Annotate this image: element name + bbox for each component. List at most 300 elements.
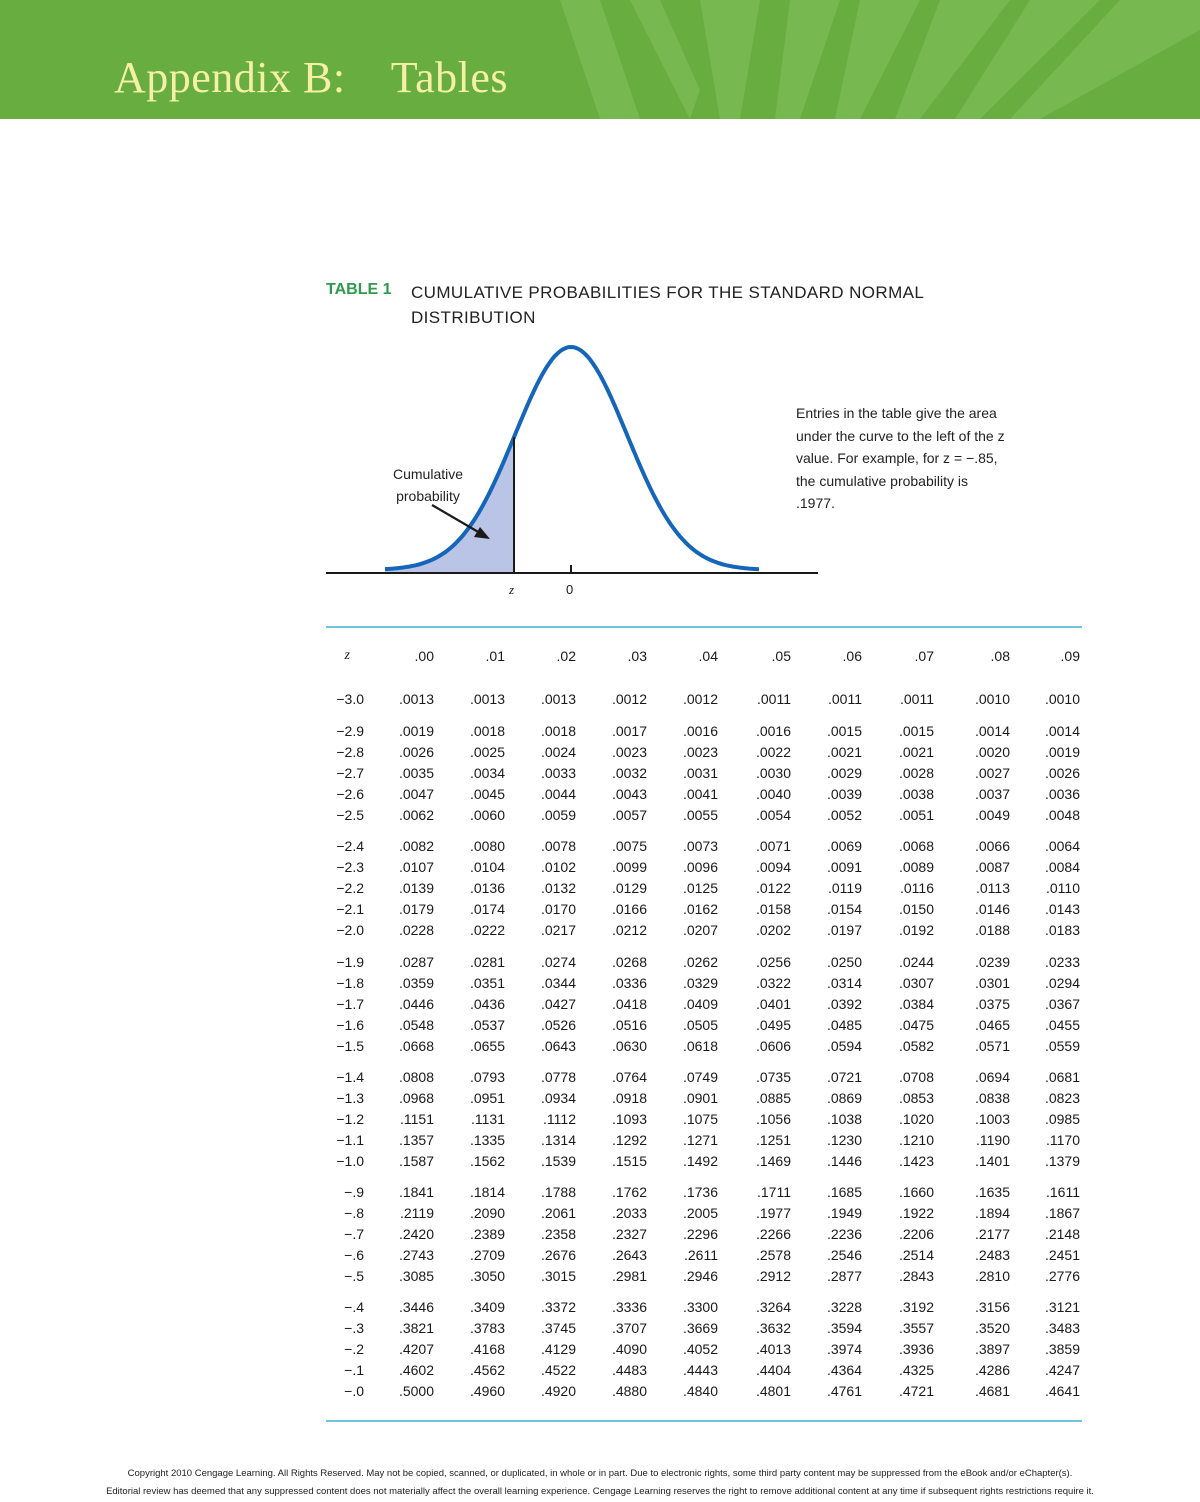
probability-cell: .0030 [755,765,791,781]
probability-cell: .1492 [682,1153,718,1169]
z-value: −2.0 [336,922,364,938]
z-value: −.4 [344,1299,364,1315]
probability-cell: .0314 [826,975,862,991]
probability-cell: .0838 [974,1090,1010,1106]
probability-cell: .0375 [974,996,1010,1012]
probability-cell: .0136 [469,880,505,896]
z-value: −.2 [344,1341,364,1357]
z-value: −1.2 [336,1111,364,1127]
probability-cell: .0087 [974,859,1010,875]
column-header: .07 [914,648,934,664]
probability-cell: .0455 [1044,1017,1080,1033]
z-value: −2.9 [336,723,364,739]
probability-cell: .3121 [1044,1299,1080,1315]
probability-cell: .0014 [1044,723,1080,739]
z-value: −2.5 [336,807,364,823]
probability-cell: .0256 [755,954,791,970]
probability-cell: .0027 [974,765,1010,781]
probability-cell: .3085 [398,1268,434,1284]
z-value: −1.7 [336,996,364,1012]
probability-cell: .0158 [755,901,791,917]
probability-cell: .0336 [611,975,647,991]
table-title: CUMULATIVE PROBABILITIES FOR THE STANDARD NORMAL DISTRIBUTION [411,283,924,327]
probability-cell: .0132 [540,880,576,896]
probability-cell: .0107 [398,859,434,875]
probability-cell: .0244 [898,954,934,970]
probability-cell: .0427 [540,996,576,1012]
z-value: −2.3 [336,859,364,875]
probability-cell: .0968 [398,1090,434,1106]
probability-cell: .2810 [974,1268,1010,1284]
probability-cell: .1867 [1044,1205,1080,1221]
probability-cell: .4761 [826,1383,862,1399]
probability-cell: .2389 [469,1226,505,1242]
z-value: −3.0 [336,691,364,707]
probability-cell: .2061 [540,1205,576,1221]
probability-cell: .0233 [1044,954,1080,970]
probability-cell: .2206 [898,1226,934,1242]
probability-cell: .2709 [469,1247,505,1263]
probability-cell: .1357 [398,1132,434,1148]
probability-cell: .0359 [398,975,434,991]
probability-cell: .2611 [684,1247,718,1263]
z-value: −1.5 [336,1038,364,1054]
probability-cell: .4840 [682,1383,718,1399]
z-value: −1.1 [336,1132,364,1148]
probability-cell: .0446 [398,996,434,1012]
probability-cell: .1292 [611,1132,647,1148]
probability-cell: .4801 [755,1383,791,1399]
probability-cell: .0020 [974,744,1010,760]
probability-cell: .2643 [611,1247,647,1263]
probability-cell: .0037 [974,786,1010,802]
probability-cell: .0901 [682,1090,718,1106]
table-row [0,1017,1200,1035]
probability-cell: .0055 [682,807,718,823]
probability-cell: .0078 [540,838,576,854]
column-header: .08 [990,648,1010,664]
probability-cell: .0125 [682,880,718,896]
probability-cell: .0934 [540,1090,576,1106]
table-row [0,1132,1200,1150]
probability-cell: .0793 [469,1069,505,1085]
probability-cell: .1762 [611,1184,647,1200]
probability-cell: .0016 [682,723,718,739]
zero-axis-label: 0 [566,582,574,597]
z-value: −2.4 [336,838,364,854]
column-header: .06 [842,648,862,664]
probability-cell: .3669 [682,1320,718,1336]
probability-cell: .0217 [540,922,576,938]
probability-cell: .0239 [974,954,1010,970]
probability-cell: .0548 [398,1017,434,1033]
z-value: −2.7 [336,765,364,781]
probability-cell: .2033 [611,1205,647,1221]
probability-cell: .0202 [755,922,791,938]
probability-cell: .0033 [540,765,576,781]
probability-cell: .4325 [898,1362,934,1378]
table-row [0,723,1200,741]
table-row [0,1153,1200,1171]
probability-cell: .1056 [755,1111,791,1127]
probability-cell: .1271 [682,1132,718,1148]
probability-cell: .0026 [1044,765,1080,781]
z-value: −.5 [344,1268,364,1284]
z-value: −.6 [344,1247,364,1263]
probability-cell: .0012 [682,691,718,707]
probability-cell: .3557 [898,1320,934,1336]
probability-cell: .0011 [828,691,862,707]
table-row [0,1383,1200,1401]
probability-cell: .0029 [826,765,862,781]
probability-cell: .0146 [974,901,1010,917]
probability-cell: .0011 [757,691,791,707]
appendix-banner [0,0,1200,119]
probability-cell: .0018 [540,723,576,739]
column-header: .01 [485,648,505,664]
probability-cell: .0329 [682,975,718,991]
probability-cell: .2451 [1044,1247,1080,1263]
probability-cell: .0028 [898,765,934,781]
probability-cell: .1020 [898,1111,934,1127]
z-value: −1.0 [336,1153,364,1169]
probability-cell: .0212 [611,922,647,938]
probability-cell: .1469 [755,1153,791,1169]
z-value: −2.8 [336,744,364,760]
z-value: −1.9 [336,954,364,970]
probability-cell: .0582 [898,1038,934,1054]
column-header: .02 [556,648,576,664]
table-row [0,922,1200,940]
probability-cell: .2514 [898,1247,934,1263]
probability-cell: .0032 [611,765,647,781]
probability-cell: .1562 [469,1153,505,1169]
probability-cell: .0048 [1044,807,1080,823]
probability-cell: .0594 [826,1038,862,1054]
probability-cell: .0162 [682,901,718,917]
table-row [0,859,1200,877]
table-row [0,691,1200,709]
probability-cell: .0526 [540,1017,576,1033]
probability-cell: .0465 [974,1017,1010,1033]
probability-cell: .4920 [540,1383,576,1399]
probability-cell: .0485 [826,1017,862,1033]
table-row [0,1038,1200,1056]
probability-cell: .0034 [469,765,505,781]
z-value: −.0 [344,1383,364,1399]
probability-cell: .2843 [898,1268,934,1284]
probability-cell: .0040 [755,786,791,802]
probability-cell: .1635 [974,1184,1010,1200]
table-row [0,975,1200,993]
probability-cell: .0031 [682,765,718,781]
probability-cell: .4602 [398,1362,434,1378]
probability-cell: .0268 [611,954,647,970]
table-row [0,1205,1200,1223]
probability-cell: .1711 [757,1184,791,1200]
probability-cell: .2578 [755,1247,791,1263]
probability-cell: .0694 [974,1069,1010,1085]
probability-cell: .0392 [826,996,862,1012]
table-row [0,901,1200,919]
probability-cell: .2177 [974,1226,1010,1242]
probability-cell: .3745 [540,1320,576,1336]
probability-cell: .0749 [682,1069,718,1085]
probability-cell: .0057 [611,807,647,823]
z-value: −2.6 [336,786,364,802]
z-value: −.8 [344,1205,364,1221]
probability-cell: .0721 [826,1069,862,1085]
table-row [0,744,1200,762]
probability-cell: .0043 [611,786,647,802]
probability-cell: .0307 [898,975,934,991]
probability-cell: .0322 [755,975,791,991]
table-row [0,1090,1200,1108]
probability-cell: .0192 [898,922,934,938]
probability-cell: .0019 [1044,744,1080,760]
probability-cell: .2981 [611,1268,647,1284]
probability-cell: .0049 [974,807,1010,823]
probability-cell: .0143 [1044,901,1080,917]
probability-cell: .2420 [398,1226,434,1242]
probability-cell: .0069 [826,838,862,854]
z-value: −1.3 [336,1090,364,1106]
probability-cell: .0016 [755,723,791,739]
probability-cell: .0823 [1044,1090,1080,1106]
probability-cell: .2005 [682,1205,718,1221]
probability-cell: .2743 [398,1247,434,1263]
probability-cell: .3821 [398,1320,434,1336]
column-header-z: z [344,648,350,663]
probability-cell: .2266 [755,1226,791,1242]
probability-cell: .0154 [826,901,862,917]
probability-cell: .4522 [540,1362,576,1378]
probability-cell: .0102 [540,859,576,875]
probability-cell: .1401 [974,1153,1010,1169]
column-header: .04 [698,648,718,664]
table-row [0,1341,1200,1359]
probability-cell: .0010 [1044,691,1080,707]
probability-cell: .0207 [682,922,718,938]
probability-cell: .0655 [469,1038,505,1054]
probability-cell: .4721 [898,1383,934,1399]
probability-cell: .1949 [826,1205,862,1221]
probability-cell: .4641 [1044,1383,1080,1399]
probability-cell: .3372 [540,1299,576,1315]
probability-cell: .0113 [976,880,1010,896]
probability-cell: .3594 [826,1320,862,1336]
probability-cell: .0012 [611,691,647,707]
probability-cell: .0668 [398,1038,434,1054]
probability-cell: .0197 [826,922,862,938]
probability-cell: .0384 [898,996,934,1012]
probability-cell: .0014 [974,723,1010,739]
probability-cell: .0054 [755,807,791,823]
probability-cell: .2358 [540,1226,576,1242]
probability-cell: .0062 [398,807,434,823]
probability-cell: .0418 [611,996,647,1012]
probability-cell: .0294 [1044,975,1080,991]
probability-cell: .0401 [755,996,791,1012]
probability-cell: .0022 [755,744,791,760]
probability-cell: .1131 [471,1111,505,1127]
probability-cell: .1075 [682,1111,718,1127]
probability-cell: .0516 [611,1017,647,1033]
probability-cell: .4013 [755,1341,791,1357]
probability-cell: .1539 [540,1153,576,1169]
probability-cell: .0091 [826,859,862,875]
probability-cell: .3859 [1044,1341,1080,1357]
probability-cell: .3446 [398,1299,434,1315]
probability-cell: .3632 [755,1320,791,1336]
probability-cell: .0026 [398,744,434,760]
column-header: .09 [1060,648,1080,664]
table-row [0,838,1200,856]
probability-cell: .1190 [976,1132,1010,1148]
table-row [0,786,1200,804]
probability-cell: .4168 [469,1341,505,1357]
table-row [0,1111,1200,1129]
probability-cell: .3192 [898,1299,934,1315]
probability-cell: .4052 [682,1341,718,1357]
probability-cell: .0013 [469,691,505,707]
probability-cell: .0038 [898,786,934,802]
probability-cell: .1314 [540,1132,576,1148]
table-label: TABLE 1 [326,281,392,298]
probability-cell: .3520 [974,1320,1010,1336]
table-explanation-note: Entries in the table give the area under the curve to the left of the z value. For example, for z = −.85, the cumulative probability is .1977. [796,405,1005,511]
probability-cell: .4364 [826,1362,862,1378]
probability-cell: .0024 [540,744,576,760]
probability-cell: .3228 [826,1299,862,1315]
probability-cell: .3783 [469,1320,505,1336]
probability-cell: .0951 [469,1090,505,1106]
probability-cell: .3300 [682,1299,718,1315]
probability-cell: .0250 [826,954,862,970]
probability-cell: .0041 [682,786,718,802]
table-row [0,807,1200,825]
probability-cell: .1515 [611,1153,647,1169]
probability-cell: .0052 [826,807,862,823]
probability-cell: .0021 [826,744,862,760]
probability-cell: .0436 [469,996,505,1012]
probability-cell: .0013 [540,691,576,707]
probability-cell: .2236 [826,1226,862,1242]
appendix-title: Appendix B: Tables [114,53,509,102]
probability-cell: .0764 [611,1069,647,1085]
probability-cell: .0019 [398,723,434,739]
probability-cell: .5000 [398,1383,434,1399]
probability-cell: .0475 [898,1017,934,1033]
probability-cell: .0559 [1044,1038,1080,1054]
probability-cell: .4960 [469,1383,505,1399]
probability-cell: .0039 [826,786,862,802]
probability-cell: .0096 [682,859,718,875]
z-axis-label: z [509,582,515,597]
probability-cell: .0044 [540,786,576,802]
probability-cell: .0409 [682,996,718,1012]
probability-cell: .0351 [469,975,505,991]
probability-cell: .0301 [974,975,1010,991]
probability-cell: .1922 [898,1205,934,1221]
normal-curve-figure [320,330,830,590]
probability-cell: .2148 [1044,1226,1080,1242]
probability-cell: .3050 [469,1268,505,1284]
probability-cell: .0013 [398,691,434,707]
probability-cell: .0183 [1044,922,1080,938]
probability-cell: .0017 [611,723,647,739]
table-row [0,1320,1200,1338]
probability-cell: .1230 [826,1132,862,1148]
z-value: −2.2 [336,880,364,896]
probability-cell: .0170 [540,901,576,917]
probability-cell: .0853 [898,1090,934,1106]
probability-cell: .0059 [540,807,576,823]
z-value: −1.8 [336,975,364,991]
probability-cell: .3483 [1044,1320,1080,1336]
probability-cell: .3156 [974,1299,1010,1315]
column-header: .05 [771,648,791,664]
probability-cell: .0618 [682,1038,718,1054]
table-row [0,1299,1200,1317]
column-header: .00 [414,648,434,664]
probability-cell: .2546 [826,1247,862,1263]
probability-cell: .0630 [611,1038,647,1054]
probability-cell: .0104 [469,859,505,875]
probability-cell: .2327 [611,1226,647,1242]
probability-cell: .0011 [900,691,934,707]
probability-cell: .1611 [1046,1184,1080,1200]
table-row [0,1268,1200,1286]
probability-cell: .4207 [398,1341,434,1357]
probability-cell: .3974 [826,1341,862,1357]
probability-cell: .2912 [755,1268,791,1284]
probability-cell: .0036 [1044,786,1080,802]
probability-cell: .1112 [543,1111,576,1127]
probability-cell: .0808 [398,1069,434,1085]
probability-cell: .2119 [400,1205,434,1221]
probability-cell: .0025 [469,744,505,760]
table-row [0,996,1200,1014]
probability-cell: .0735 [755,1069,791,1085]
probability-cell: .0869 [826,1090,862,1106]
z-value: −1.4 [336,1069,364,1085]
probability-cell: .4681 [974,1383,1010,1399]
probability-cell: .0885 [755,1090,791,1106]
probability-cell: .0089 [898,859,934,875]
z-value: −.3 [344,1320,364,1336]
probability-cell: .1736 [682,1184,718,1200]
table-header-row [0,648,1200,666]
probability-cell: .0228 [398,922,434,938]
probability-cell: .0571 [974,1038,1010,1054]
normal-curve [385,347,759,569]
probability-cell: .0075 [611,838,647,854]
z-value: −.7 [344,1226,364,1242]
probability-cell: .0021 [898,744,934,760]
probability-cell: .0222 [469,922,505,938]
probability-cell: .2090 [469,1205,505,1221]
probability-cell: .0080 [469,838,505,854]
probability-cell: .1587 [398,1153,434,1169]
table-row [0,1247,1200,1265]
probability-cell: .1093 [611,1111,647,1127]
probability-cell: .0708 [898,1069,934,1085]
probability-cell: .3336 [611,1299,647,1315]
probability-cell: .4443 [682,1362,718,1378]
probability-cell: .1894 [974,1205,1010,1221]
probability-cell: .2483 [974,1247,1010,1263]
